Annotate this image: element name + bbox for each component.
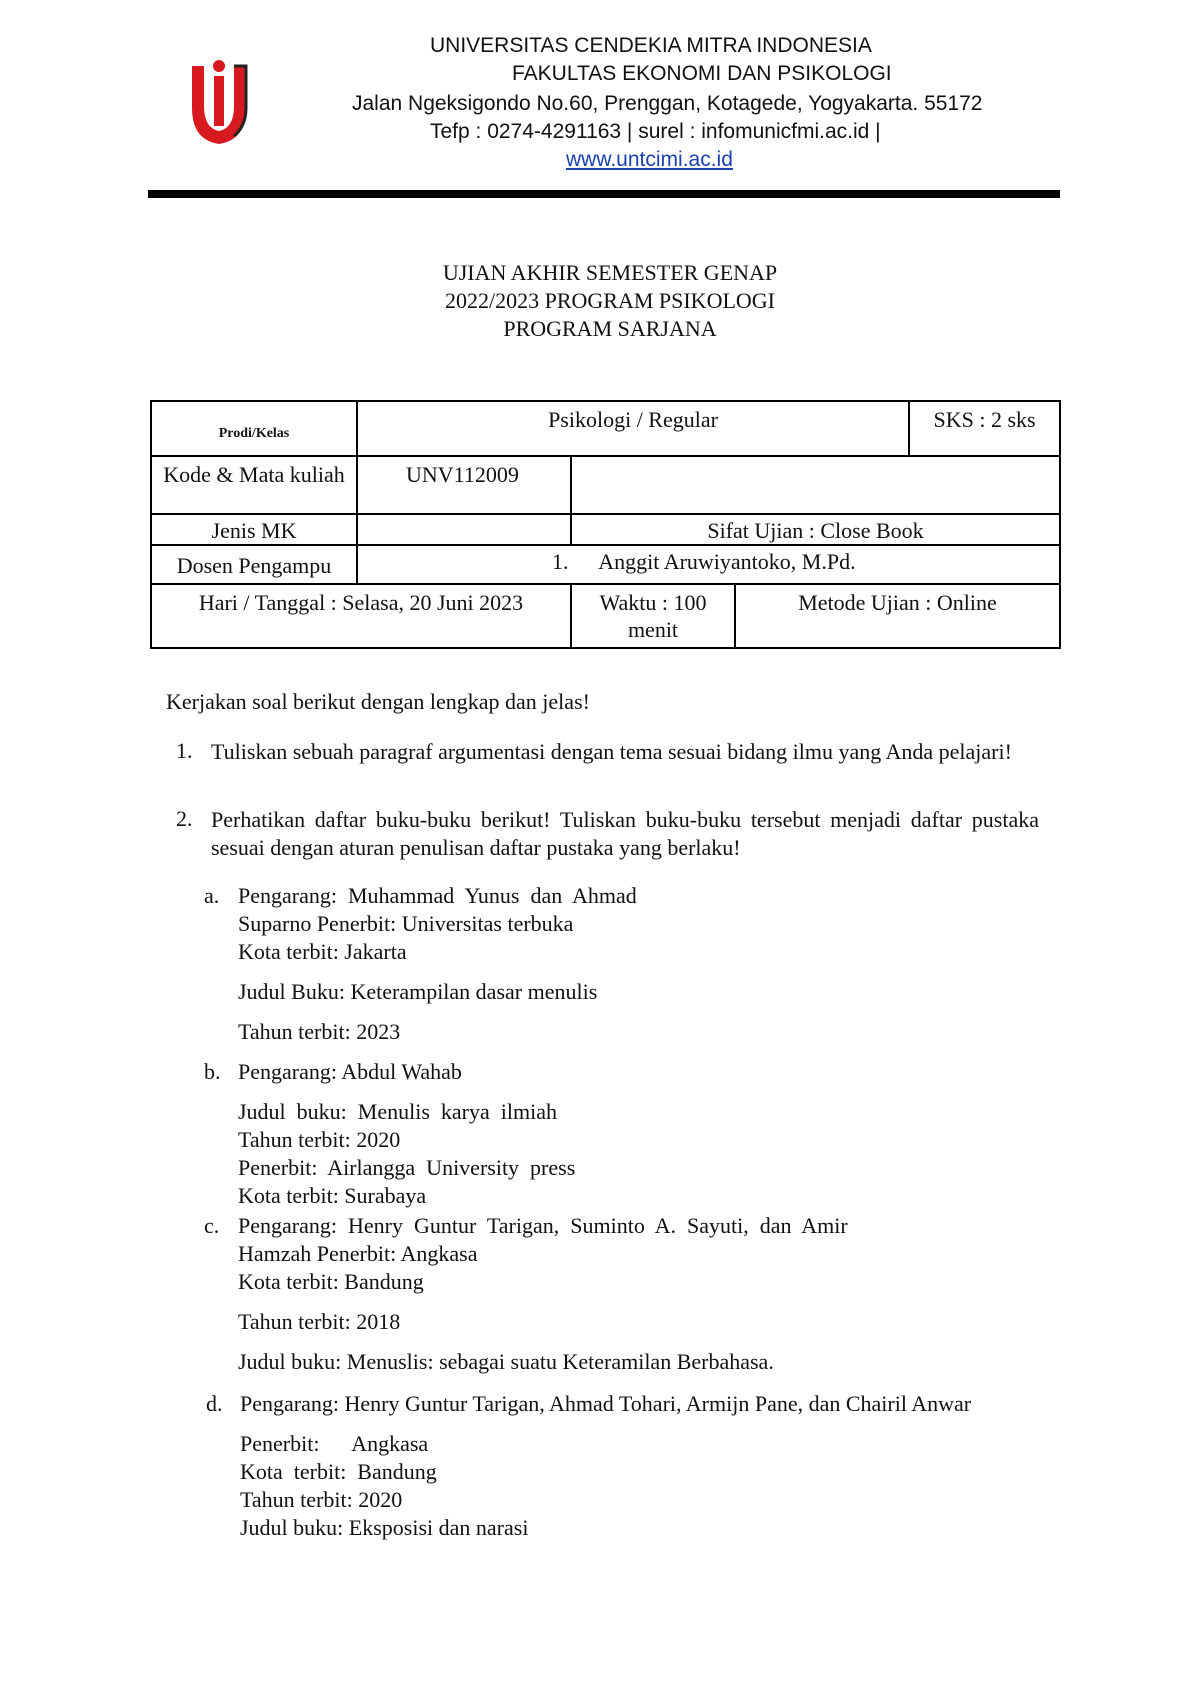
sifat-ujian: Sifat Ujian : Close Book — [571, 514, 1060, 545]
book-a-line5: Tahun terbit: 2023 — [238, 1019, 401, 1044]
university-name: UNIVERSITAS CENDEKIA MITRA INDONESIA — [430, 34, 872, 57]
faculty-name: FAKULTAS EKONOMI DAN PSIKOLOGI — [512, 62, 892, 85]
exam-title-line3: PROGRAM SARJANA — [503, 316, 717, 341]
book-b-line2: Judul buku: Menulis karya ilmiah — [238, 1099, 557, 1124]
book-c-line3: Kota terbit: Bandung — [238, 1269, 424, 1294]
dosen-cell — [357, 545, 1060, 584]
kode-empty-cell — [571, 456, 1060, 514]
exam-info-table — [150, 400, 1061, 649]
book-d-line2: Penerbit: Angkasa — [240, 1431, 429, 1456]
exam-title-line2: 2022/2023 PROGRAM PSIKOLOGI — [444, 288, 776, 313]
university-logo — [184, 56, 254, 146]
instruction: Kerjakan soal berikut dengan lengkap dan jelas! — [166, 689, 590, 714]
header-divider — [148, 190, 1060, 198]
book-d-line1: Pengarang: Henry Guntur Tarigan, Ahmad Tohari, Armijn Pane, dan Chairil Anwar — [240, 1391, 972, 1416]
question-1-text: Tuliskan sebuah paragraf argumentasi dengan tema sesuai bidang ilmu yang Anda pelajari! — [211, 739, 1012, 764]
website-link[interactable]: www.untcimi.ac.id — [566, 148, 733, 171]
prodi-label: Prodi/Kelas — [151, 401, 357, 456]
kode-label: Kode & Mata kuliah — [151, 456, 357, 514]
book-c-line4: Tahun terbit: 2018 — [238, 1309, 401, 1334]
dosen-name: Anggit Aruwiyantoko, M.Pd. — [598, 549, 856, 574]
book-b-letter: b. — [204, 1059, 221, 1084]
book-c-line1: Pengarang: Henry Guntur Tarigan, Suminto A. Sayuti, dan Amir — [238, 1213, 848, 1238]
question-1-number: 1. — [176, 738, 193, 763]
dosen-number: 1. — [552, 549, 569, 574]
book-b-line1: Pengarang: Abdul Wahab — [238, 1059, 462, 1084]
kode-value: UNV112009 — [357, 456, 571, 514]
book-b-line4: Penerbit: Airlangga University press — [238, 1155, 576, 1180]
book-c-letter: c. — [204, 1213, 220, 1238]
question-2-text: Perhatikan daftar buku-buku berikut! Tuliskan buku-buku tersebut menjadi daftar pustaka sesuai dengan aturan penulisan daftar pustaka yang berlaku! — [211, 807, 1039, 860]
metode-ujian: Metode Ujian : Online — [735, 584, 1060, 648]
book-b-line5: Kota terbit: Surabaya — [238, 1183, 427, 1208]
book-a-letter: a. — [204, 883, 220, 908]
book-c-line5: Judul buku: Menuslis: sebagai suatu Keteramilan Berbahasa. — [238, 1349, 774, 1374]
contact-info: Tefp : 0274-4291163 | surel : infomunicfmi.ac.id | — [430, 120, 881, 143]
exam-title-line1: UJIAN AKHIR SEMESTER GENAP — [442, 260, 778, 285]
book-d-line4: Tahun terbit: 2020 — [240, 1487, 403, 1512]
dosen-label: Dosen Pengampu — [151, 545, 357, 584]
book-c-line2: Hamzah Penerbit: Angkasa — [238, 1241, 478, 1266]
address: Jalan Ngeksigondo No.60, Prenggan, Kotagede, Yogyakarta. 55172 — [352, 92, 983, 115]
book-a-line3: Kota terbit: Jakarta — [238, 939, 407, 964]
prodi-value: Psikologi / Regular — [357, 401, 909, 456]
book-a-line2: Suparno Penerbit: Universitas terbuka — [238, 911, 574, 936]
book-d-letter: d. — [206, 1391, 223, 1416]
jenis-value — [357, 514, 571, 545]
hari-tanggal: Hari / Tanggal : Selasa, 20 Juni 2023 — [151, 584, 571, 648]
book-a-line4: Judul Buku: Keterampilan dasar menulis — [238, 979, 598, 1004]
waktu: Waktu : 100 menit — [571, 584, 735, 648]
sks-value: SKS : 2 sks — [909, 401, 1060, 456]
book-d-line3: Kota terbit: Bandung — [240, 1459, 437, 1484]
book-d-line5: Judul buku: Eksposisi dan narasi — [240, 1515, 529, 1540]
book-a-line1: Pengarang: Muhammad Yunus dan Ahmad — [238, 883, 637, 908]
jenis-label: Jenis MK — [151, 514, 357, 545]
question-2-number: 2. — [176, 806, 193, 831]
book-b-line3: Tahun terbit: 2020 — [238, 1127, 401, 1152]
